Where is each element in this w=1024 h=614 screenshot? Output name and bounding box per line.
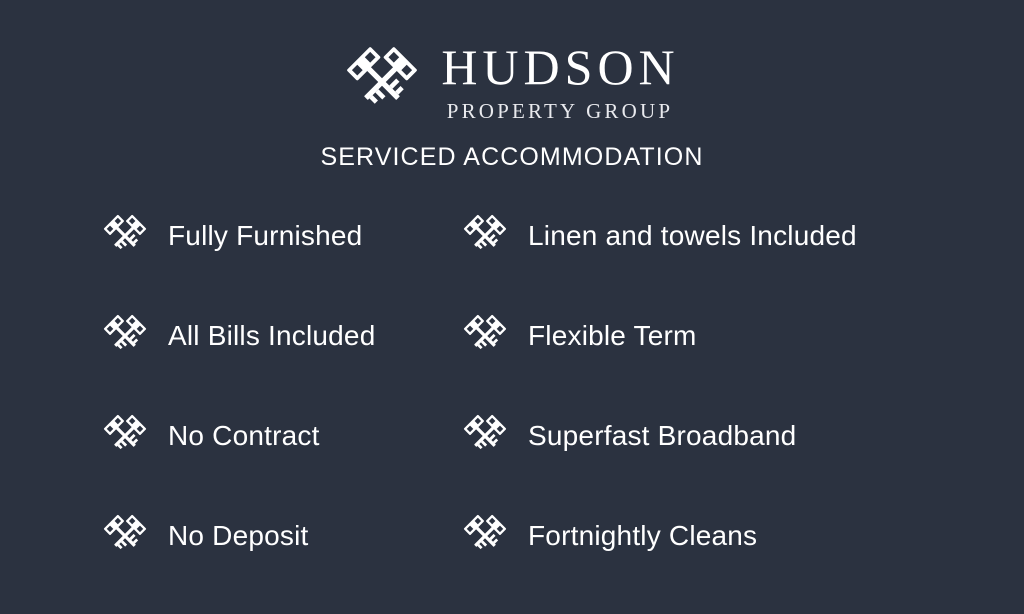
brand-name-main: HUDSON — [441, 39, 680, 95]
brand-name-sub: PROPERTY GROUP — [446, 99, 674, 123]
crossed-keys-icon — [102, 313, 148, 359]
list-item — [462, 386, 882, 486]
crossed-keys-icon — [462, 213, 508, 259]
list-item-label: Flexible Term — [528, 320, 697, 351]
crossed-keys-icon — [102, 513, 148, 559]
brand-logo-inner — [344, 39, 680, 123]
list-item — [462, 286, 882, 386]
list-item — [462, 186, 882, 286]
brand-wordmark — [436, 39, 680, 123]
page-title: SERVICED ACCOMMODATION — [320, 143, 704, 171]
list-item-label: Linen and towels Included — [528, 220, 857, 251]
crossed-keys-icon — [344, 44, 420, 120]
list-item — [102, 386, 462, 486]
list-item-label: Superfast Broadband — [528, 420, 797, 451]
list-item-label: Fully Furnished — [168, 220, 363, 251]
brand-logo — [0, 39, 1024, 123]
list-item — [102, 186, 462, 286]
list-item-label: No Deposit — [168, 520, 309, 551]
list-item-label: No Contract — [168, 420, 320, 451]
feature-list — [102, 186, 942, 586]
list-item-label: All Bills Included — [168, 320, 376, 351]
crossed-keys-icon — [462, 413, 508, 459]
crossed-keys-icon — [102, 213, 148, 259]
list-item-label: Fortnightly Cleans — [528, 520, 758, 551]
crossed-keys-icon — [462, 513, 508, 559]
list-item — [102, 286, 462, 386]
list-item — [102, 486, 462, 586]
list-item — [462, 486, 882, 586]
crossed-keys-icon — [462, 313, 508, 359]
crossed-keys-icon — [102, 413, 148, 459]
